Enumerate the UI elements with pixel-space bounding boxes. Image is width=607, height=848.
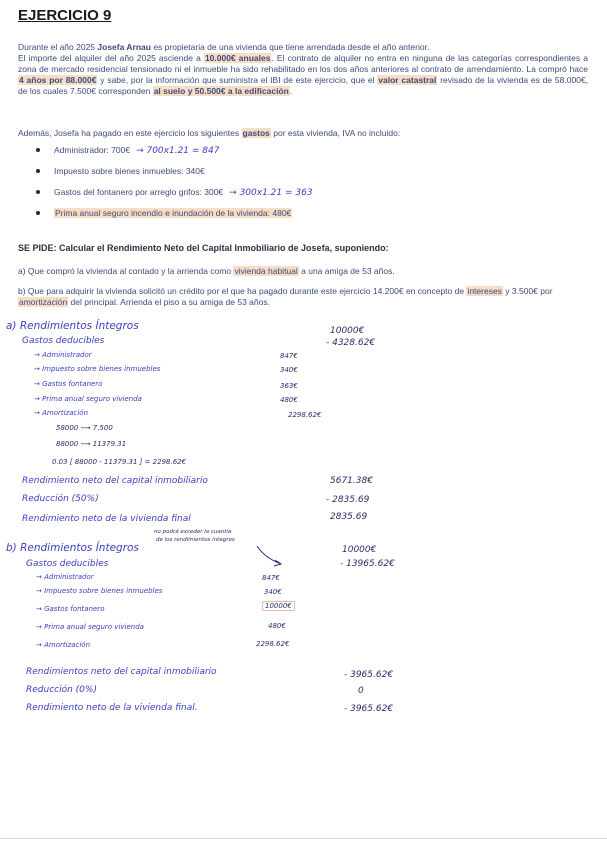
exercise-title: EJERCICIO 9 xyxy=(18,7,112,24)
statement-text: es propietaria de una vivienda que tiene arrendada desde el año anterior. xyxy=(150,42,430,52)
answer-b-integros-value: 10000€ xyxy=(342,545,377,555)
statement-text: Durante el año 2025 xyxy=(18,42,98,52)
answer-b-note: de los rendimientos íntegros xyxy=(156,537,235,543)
statement-paragraph-2 xyxy=(18,53,588,97)
owner-name: Josefa Arnau xyxy=(97,42,151,52)
answer-b-item-value: 480€ xyxy=(268,622,286,630)
rent-amount: 10.000€ anuales xyxy=(204,53,271,63)
expense-text: Impuesto sobre bienes inmuebles: 340€ xyxy=(54,166,205,176)
question-text: a) Que compró la vivienda al contado y la arrienda como xyxy=(18,266,234,276)
answer-a-item-value: 480€ xyxy=(280,396,298,404)
statement-text: y sabe, por la información que suministra el IBI de este ejercicio, que el xyxy=(97,75,378,85)
question-text: b) Que para adquirir la vivienda solicitó un crédito por el que ha pagado durante este ejercicio 14.200€ en concepto de xyxy=(18,286,467,296)
answer-a-reduction-value: - 2835.69 xyxy=(326,495,370,505)
answer-b-reduction-label: Reducción (0%) xyxy=(26,685,97,695)
answer-a-item-label: → Prima anual seguro vivienda xyxy=(34,395,142,403)
bullet-dot xyxy=(36,169,40,173)
bullet-dot xyxy=(36,211,40,215)
question-text: a una amiga de 53 años. xyxy=(298,266,395,276)
list-item xyxy=(36,161,556,182)
answer-a-gastos-label: Gastos deducibles xyxy=(22,336,105,346)
answer-b-rcnci-value: - 3965.62€ xyxy=(344,670,394,680)
statement-paragraph-3 xyxy=(18,128,588,139)
question-highlight: amortización xyxy=(19,297,68,307)
expenses-list xyxy=(36,140,556,224)
amortization-line: 58000 ⟶ 7.500 xyxy=(56,424,113,432)
answer-a-item-label: → Impuesto sobre bienes inmuebles xyxy=(34,365,161,373)
list-item xyxy=(36,140,556,161)
note-arrow-icon xyxy=(255,544,285,568)
question-highlight: intereses xyxy=(467,286,502,296)
answer-b-gastos-total: - 13965.62€ xyxy=(340,559,395,569)
answer-b-item-value: 847€ xyxy=(262,574,280,582)
answer-b-item-label: → Prima anual seguro vivienda xyxy=(36,623,144,631)
answer-a-item-value: 2298.62€ xyxy=(288,411,322,419)
answer-b-item-label: → Administrador xyxy=(36,573,94,581)
land-building-split: al suelo y 50.500€ a la edificación xyxy=(153,86,289,96)
answer-a-item-value: 340€ xyxy=(280,366,298,374)
answer-a-final-value: 2835.69 xyxy=(330,512,368,522)
question-text: del principal. Arrienda el piso a su amiga de 53 años. xyxy=(68,297,270,307)
statement-text: Además, Josefa ha pagado en este ejercicio los siguientes xyxy=(18,128,242,138)
answer-b-item-value: 340€ xyxy=(264,588,282,596)
purchase-info: 4 años por 88.000€ xyxy=(19,75,97,85)
question-a xyxy=(18,266,588,277)
bullet-dot xyxy=(36,190,40,194)
answer-b-rcnci-label: Rendimientos neto del capital inmobiliario xyxy=(26,667,217,677)
answer-a-heading: a) Rendimientos Íntegros xyxy=(6,320,139,332)
question-highlight: vivienda habitual xyxy=(234,266,298,276)
question-b xyxy=(18,286,588,308)
task-heading: SE PIDE: Calcular el Rendimiento Neto del Capital Inmobiliario de Josefa, suponiendo: xyxy=(18,243,389,253)
list-item xyxy=(36,182,556,203)
answer-b-item-label: → Amortización xyxy=(36,641,91,649)
answer-a-item-value: 847€ xyxy=(280,352,298,360)
answer-a-item-label: → Amortización xyxy=(34,409,89,417)
amortization-line: 88000 ⟶ 11379.31 xyxy=(56,440,127,448)
answer-b-gastos-label: Gastos deducibles xyxy=(26,559,109,569)
answer-b-heading: b) Rendimientos Íntegros xyxy=(6,542,139,554)
expenses-word: gastos xyxy=(242,128,270,138)
answer-a-reduction-label: Reducción (50%) xyxy=(22,494,99,504)
statement-text: revisado de la vivienda es de 58.000€, de los cuales 7.500€ corresponden xyxy=(18,75,589,96)
answer-a-item-value: 363€ xyxy=(280,382,298,390)
question-text: y 3.500€ por xyxy=(502,286,553,296)
answer-b-item-value: 2298.62€ xyxy=(256,640,290,648)
handwritten-note: → 300x1.21 = 363 xyxy=(229,188,313,198)
expense-text: Administrador: 700€ xyxy=(54,145,131,155)
list-item xyxy=(36,203,556,224)
statement-text: . xyxy=(289,86,293,96)
page-edge-divider xyxy=(0,838,607,839)
statement-text: . El contrato de alquiler no entra en ninguna de las categorías correspondientes a zona de mercado residencial tensionado ni el inmueble ha sido rehabilitado en los dos años anteriores al contrato de arrendamiento. La compró hace xyxy=(18,53,588,74)
answer-a-integros-value: 10000€ xyxy=(330,326,365,336)
answer-b-item-value: 10000€ xyxy=(262,601,295,611)
expense-text: Gastos del fontanero por arreglo grifos: 300€ xyxy=(54,187,224,197)
answer-b-final-value: - 3965.62€ xyxy=(344,704,394,714)
answer-a-item-label: → Gastos fontanero xyxy=(34,380,103,388)
answer-a-rcnci-value: 5671.38€ xyxy=(330,476,373,486)
expense-text: Prima anual seguro incendio e inundación de la vivienda: 480€ xyxy=(55,208,292,218)
statement-paragraph-1 xyxy=(18,42,588,53)
answer-a-rcnci-label: Rendimiento neto del capital inmobiliario xyxy=(22,476,208,486)
answer-b-item-label: → Gastos fontanero xyxy=(36,605,105,613)
amortization-line: 0.03 [ 88000 - 11379.31 ] = 2298.62€ xyxy=(52,458,187,466)
answer-b-final-label: Rendimiento neto de la vivienda final. xyxy=(26,703,198,713)
answer-a-item-label: → Administrador xyxy=(34,351,92,359)
answer-b-note: no podrá exceder la cuantía xyxy=(154,529,232,535)
statement-text: El importe del alquiler del año 2025 asciende a xyxy=(18,53,204,63)
answer-b-reduction-value: 0 xyxy=(358,686,364,696)
answer-a-final-label: Rendimiento neto de la vivienda final xyxy=(22,514,191,524)
handwritten-note: → 700x1.21 = 847 xyxy=(136,146,220,156)
statement-text: por esta vivienda, IVA no incluido: xyxy=(270,128,401,138)
bullet-dot xyxy=(36,148,40,152)
answer-b-item-label: → Impuesto sobre bienes inmuebles xyxy=(36,587,163,595)
cadastral-value: valor catastral xyxy=(378,75,437,85)
answer-a-gastos-total: - 4328.62€ xyxy=(326,338,376,348)
